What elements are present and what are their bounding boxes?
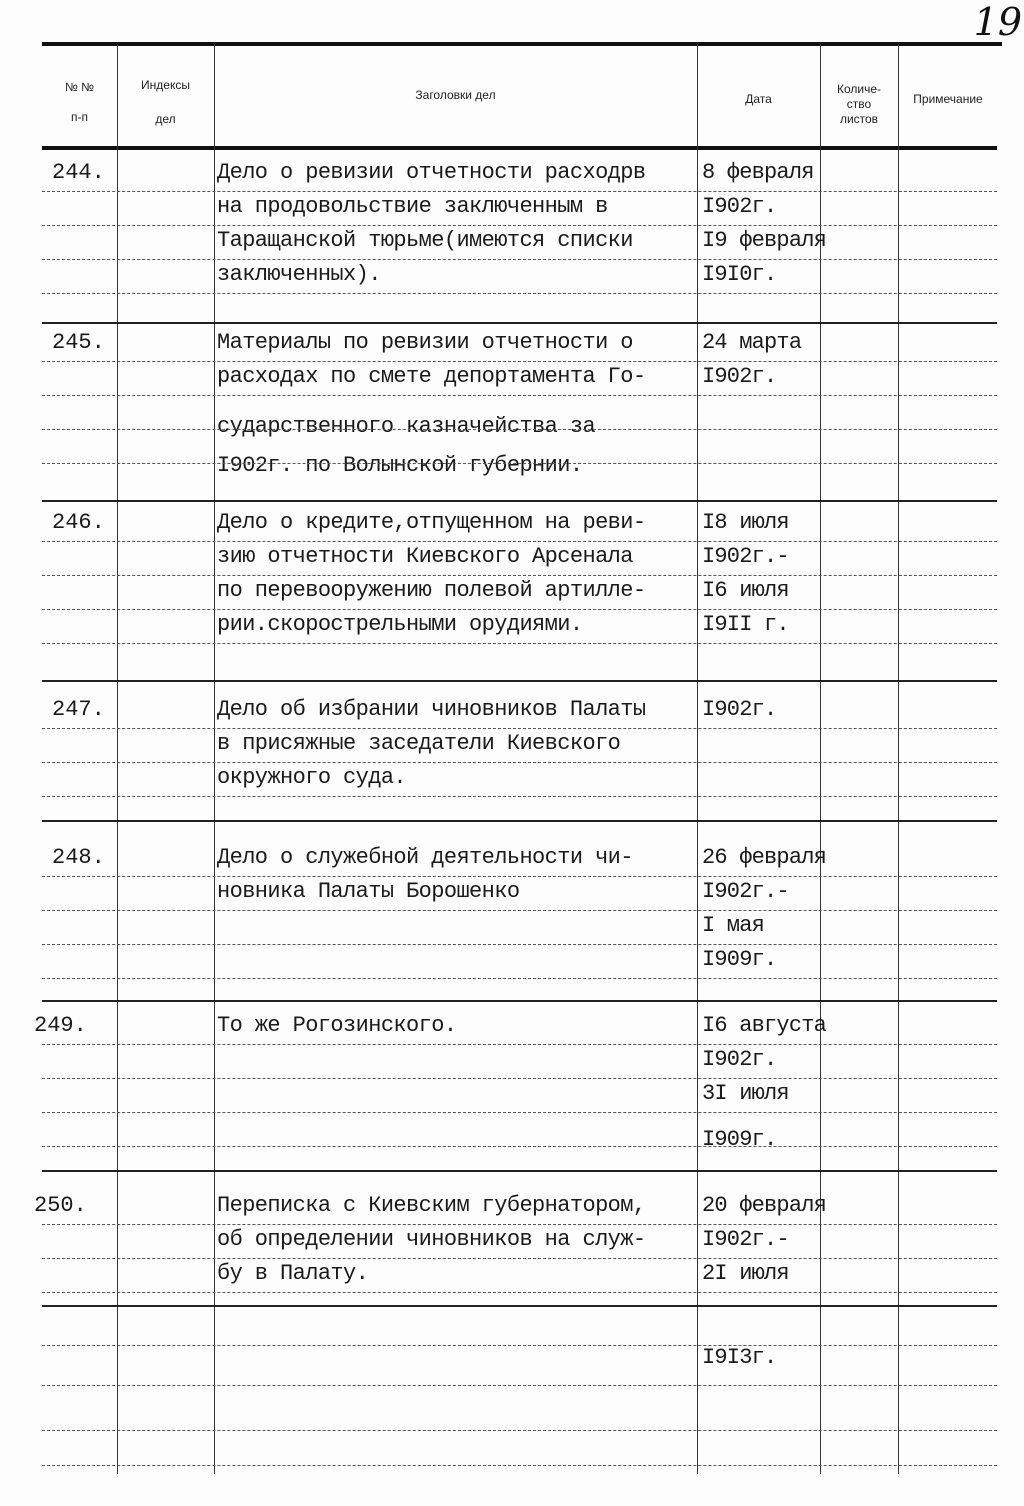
row-guide-line — [42, 225, 997, 226]
header-index-line: дел — [155, 112, 176, 126]
entry-date-line: 3I июля — [702, 1081, 789, 1106]
entry-title-line: на продовольствие заключенным в — [217, 194, 608, 219]
header-num — [42, 72, 117, 132]
entry-date-line: I6 июля — [702, 578, 789, 603]
entry-date-line: I909г. — [702, 1127, 777, 1152]
row-guide-line — [42, 1430, 997, 1431]
header-qty-line: ство — [846, 97, 872, 111]
row-guide-line — [42, 1465, 997, 1466]
header-top-rule — [42, 42, 1002, 46]
row-guide-line — [42, 395, 997, 396]
entry-date-line: I902г. — [702, 194, 777, 219]
row-guide-line — [42, 1078, 997, 1079]
row-guide-line — [42, 609, 997, 610]
entry-date-line: I902г. — [702, 1047, 777, 1072]
row-guide-line — [42, 429, 997, 430]
entry-title-line: I902г. по Волынской губернии. — [217, 453, 583, 479]
entry-date-line: I8 июля — [702, 510, 789, 535]
row-guide-line — [42, 876, 997, 877]
entry-title-line: Дело об избрании чиновников Палаты — [217, 697, 646, 722]
header-num-line: № № — [64, 80, 95, 94]
entry-title-line: Переписка с Киевским губернатором, — [217, 1193, 646, 1218]
header-notes: Примечание — [913, 92, 983, 106]
entry-date-line: 8 февраля — [702, 160, 814, 185]
entry-date-line: I909г. — [702, 947, 777, 972]
entry-title-line: зию отчетности Киевского Арсенала — [217, 544, 633, 569]
entry-separator — [42, 500, 997, 502]
entry-date-line: I9I0г. — [702, 262, 777, 287]
row-guide-line — [42, 463, 997, 464]
row-guide-line — [42, 1044, 997, 1045]
entry-title-line: Материалы по ревизии отчетности о — [217, 330, 633, 355]
entry-title-line: расходах по смете депортамента Го- — [217, 364, 646, 389]
entry-date-line: I902г.- — [702, 879, 789, 904]
row-guide-line — [42, 293, 997, 294]
row-guide-line — [42, 361, 997, 362]
row-guide-line — [42, 1146, 997, 1147]
entry-date-line: I мая — [702, 913, 765, 938]
entry-title-line: новника Палаты Борошенко — [217, 879, 520, 904]
row-guide-line — [42, 191, 997, 192]
entry-date-line: 2I июля — [702, 1261, 789, 1286]
entry-separator — [42, 322, 997, 324]
entry-number: 246. — [52, 510, 105, 535]
entry-title-line: Дело о служебной деятельности чи- — [217, 845, 633, 870]
row-guide-line — [42, 1345, 997, 1346]
entry-title-line: сударственного казначейства за — [217, 414, 596, 440]
row-guide-line — [42, 1292, 997, 1293]
header-num-line: п-п — [71, 110, 88, 124]
row-guide-line — [42, 910, 997, 911]
entry-date-line: I902г.- — [702, 1227, 789, 1252]
entry-separator — [42, 1170, 997, 1172]
entry-number: 245. — [52, 330, 105, 355]
entry-separator — [42, 820, 997, 822]
row-guide-line — [42, 1258, 997, 1259]
entry-date-line: I9 февраля — [702, 228, 827, 253]
entry-date-line: I902г. — [702, 697, 777, 722]
row-guide-line — [42, 1224, 997, 1225]
entry-number: 248. — [52, 845, 105, 870]
entry-number: 244. — [52, 160, 105, 185]
entry-separator — [42, 680, 997, 682]
row-guide-line — [42, 978, 997, 979]
row-guide-line — [42, 728, 997, 729]
row-guide-line — [42, 1385, 997, 1386]
header-qty-line: листов — [839, 112, 879, 126]
entry-title-line: окружного суда. — [217, 765, 407, 790]
page-number: 19 — [973, 0, 1022, 44]
entry-date-line: I902г.- — [702, 544, 789, 569]
header-qty — [820, 82, 898, 127]
entry-separator — [42, 1000, 997, 1002]
header-index — [117, 68, 214, 136]
entry-date-line: I902г. — [702, 364, 777, 389]
header-qty-line: Количе- — [836, 82, 882, 96]
row-guide-line — [42, 796, 997, 797]
entry-title-line: бу в Палату. — [217, 1261, 369, 1286]
entry-date-line: I9I3г. — [702, 1345, 777, 1370]
header-index-line: Индексы — [141, 78, 190, 92]
entry-title-line: Дело о ревизии отчетности расходрв — [217, 160, 646, 185]
entry-title-line: То же Рогозинского. — [217, 1013, 457, 1038]
row-guide-line — [42, 762, 997, 763]
row-guide-line — [42, 643, 997, 644]
entry-date-line: 20 февраля — [702, 1193, 827, 1218]
entry-date-line: I9II г. — [702, 612, 789, 637]
entry-number: 247. — [52, 697, 105, 722]
entry-title-line: Таращанской тюрьме(имеются списки — [217, 228, 633, 253]
entry-number: 250. — [34, 1193, 87, 1218]
row-guide-line — [42, 944, 997, 945]
entry-date-line: I6 августа — [702, 1013, 827, 1038]
row-guide-line — [42, 1112, 997, 1113]
row-guide-line — [42, 575, 997, 576]
entry-title-line: об определении чиновников на служ- — [217, 1227, 646, 1252]
entry-title-line: в присяжные заседатели Киевского — [217, 731, 621, 756]
entry-title-line: по перевооружению полевой артилле- — [217, 578, 646, 603]
entry-title-line: Дело о кредите,отпущенном на реви- — [217, 510, 646, 535]
entry-separator — [42, 1305, 997, 1307]
entry-title-line: заключенных). — [217, 262, 381, 287]
entry-date-line: 26 февраля — [702, 845, 827, 870]
row-guide-line — [42, 541, 997, 542]
header-bottom-rule — [42, 146, 997, 150]
header-title: Заголовки дел — [415, 88, 496, 102]
entry-number: 249. — [34, 1013, 87, 1038]
header-date: Дата — [745, 92, 772, 106]
entry-title-line: рии.скорострельными орудиями. — [217, 612, 583, 637]
entry-date-line: 24 марта — [702, 330, 802, 355]
row-guide-line — [42, 259, 997, 260]
